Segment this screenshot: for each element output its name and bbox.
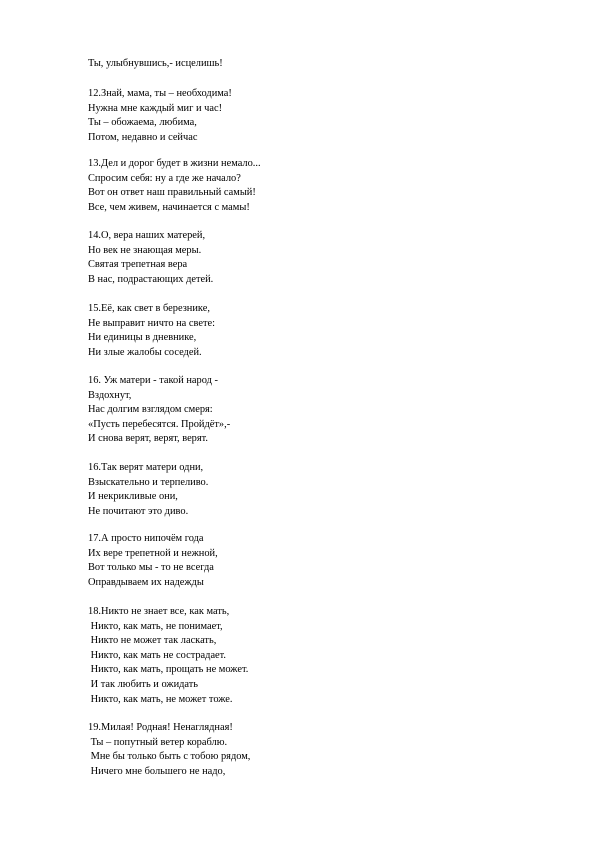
verse-line: Не выправит ничто на свете: bbox=[88, 317, 215, 329]
verse-line: 15.Её, как свет в березнике, bbox=[88, 303, 210, 314]
verse-line: Никто, как мать, не может тоже. bbox=[88, 693, 233, 705]
stanza bbox=[88, 229, 508, 287]
verse-line: 16.Так верят матери одни, bbox=[88, 462, 204, 473]
verse-line: 12.Знай, мама, ты – необходима! bbox=[88, 88, 232, 99]
verse-line: Никто, как мать не сострадает. bbox=[88, 649, 227, 661]
verse-line: «Пусть перебесятся. Пройдёт»,- bbox=[88, 418, 231, 430]
verse-line: Взыскательно и терпеливо. bbox=[88, 476, 209, 488]
verse-line: Ты – попутный ветер кораблю. bbox=[88, 736, 228, 748]
stanza bbox=[88, 87, 508, 145]
stanza bbox=[88, 721, 508, 779]
verse-line: Нужна мне каждый миг и час! bbox=[88, 102, 223, 114]
stanza bbox=[88, 374, 508, 447]
verse-line: Спросим себя: ну а где же начало? bbox=[88, 172, 241, 184]
verse-line: Никто, как мать, прощать не может. bbox=[88, 664, 249, 676]
verse-line: 17.А просто нипочём года bbox=[88, 533, 204, 544]
verse-line: И так любить и ожидать bbox=[88, 678, 199, 690]
stanza bbox=[88, 605, 508, 707]
stanza bbox=[88, 57, 508, 72]
verse-line: Ни злые жалобы соседей. bbox=[88, 346, 202, 358]
verse-line: Святая трепетная вера bbox=[88, 259, 188, 271]
verse-line: И некрикливые они, bbox=[88, 491, 178, 503]
verse-line: Потом, недавно и сейчас bbox=[88, 131, 198, 143]
verse-line: Все, чем живем, начинается с мамы! bbox=[88, 201, 250, 213]
verse-line: Их вере трепетной и нежной, bbox=[88, 547, 218, 559]
verse-line: Ты, улыбнувшись,- исцелишь! bbox=[88, 58, 223, 69]
verse-line: 13.Дел и дорог будет в жизни немало... bbox=[88, 158, 261, 169]
verse-line: Мне бы только быть с тобою рядом, bbox=[88, 751, 251, 763]
stanza bbox=[88, 532, 508, 590]
verse-line: Вот он ответ наш правильный самый! bbox=[88, 187, 256, 199]
verse-line: Вот только мы - то не всегда bbox=[88, 562, 214, 574]
verse-line: Никто, как мать, не понимает, bbox=[88, 620, 223, 632]
verse-line: Ни единицы в дневнике, bbox=[88, 332, 197, 344]
stanza bbox=[88, 302, 508, 360]
verse-line: Ничего мне большего не надо, bbox=[88, 765, 226, 777]
verse-line: Нас долгим взглядом смеря: bbox=[88, 404, 213, 416]
verse-line: И снова верят, верят, верят. bbox=[88, 433, 209, 445]
verse-line: Вздохнут, bbox=[88, 389, 132, 401]
stanza bbox=[88, 157, 508, 215]
verse-line: 14.О, вера наших матерей, bbox=[88, 230, 206, 241]
verse-line: 16. Уж матери - такой народ - bbox=[88, 375, 218, 386]
verse-line: Никто не может так ласкать, bbox=[88, 635, 217, 647]
verse-line: Но век не знающая меры. bbox=[88, 244, 202, 256]
verse-line: В нас, подрастающих детей. bbox=[88, 273, 214, 285]
verse-line: Не почитают это диво. bbox=[88, 505, 189, 517]
verse-line: 18.Никто не знает все, как мать, bbox=[88, 606, 230, 617]
verse-line: 19.Милая! Родная! Ненаглядная! bbox=[88, 722, 233, 733]
verse-line: Ты – обожаема, любима, bbox=[88, 117, 197, 129]
verse-line: Оправдываем их надежды bbox=[88, 576, 204, 588]
stanza bbox=[88, 461, 508, 519]
